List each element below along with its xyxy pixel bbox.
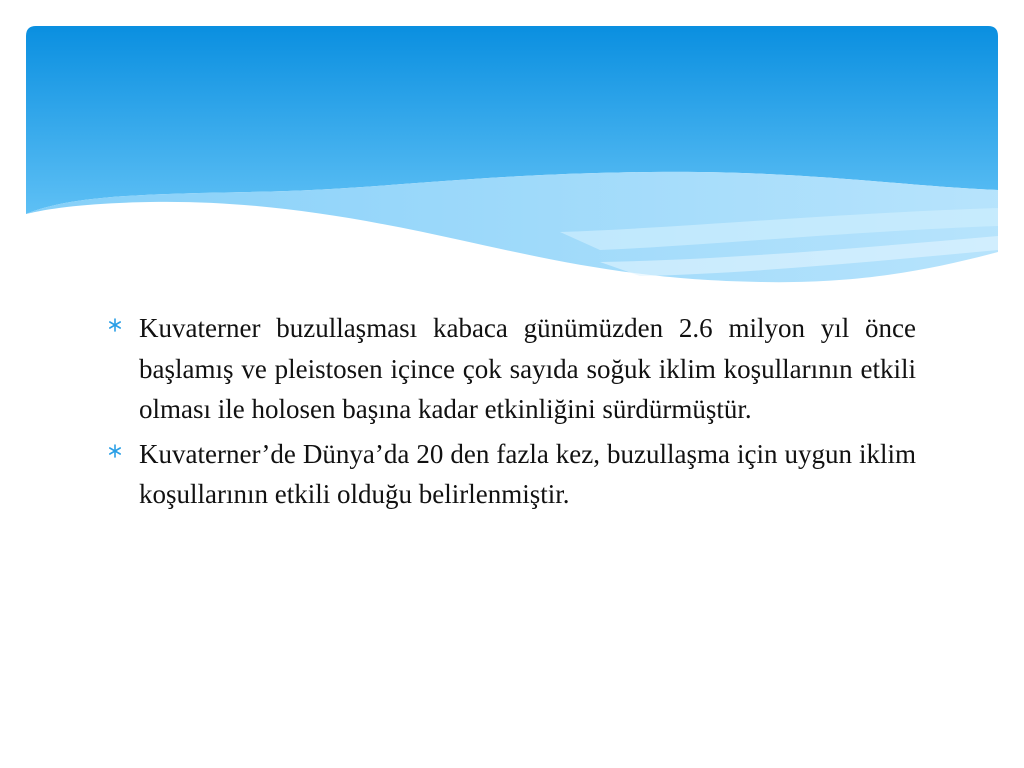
list-item — [108, 434, 916, 515]
header-wave-banner — [0, 0, 1024, 300]
list-item — [108, 308, 916, 430]
bullet-text: Kuvaterner buzullaşması kabaca günümüzden 2.6 milyon yıl önce başlamış ve pleistosen içince çok sayıda soğuk iklim koşullarının etkili olması ile holosen başına kadar etkinliğini sürdürmüştür. — [139, 313, 916, 424]
asterisk-icon — [108, 444, 122, 458]
bullet-list — [108, 308, 916, 519]
asterisk-icon — [108, 318, 122, 332]
bullet-text: Kuvaterner’de Dünya’da 20 den fazla kez, buzullaşma için uygun iklim koşullarının etkili olduğu belirlenmiştir. — [139, 438, 916, 509]
